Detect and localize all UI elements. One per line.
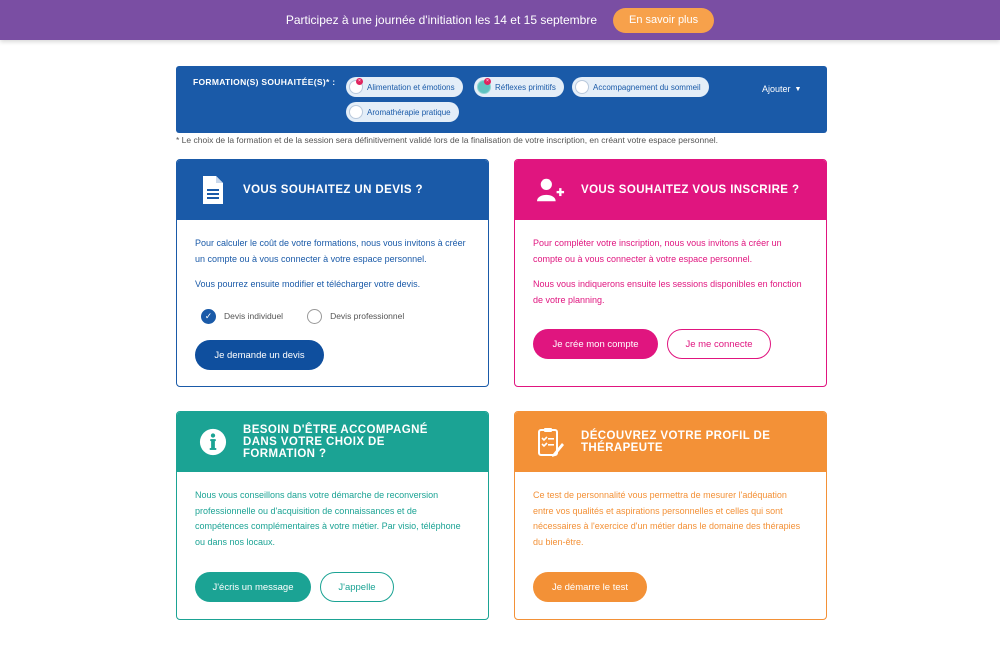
formation-label: FORMATION(S) SOUHAITÉE(S)* : bbox=[193, 77, 336, 87]
profil-text: Ce test de personnalité vous permettra de mesurer l'adéquation entre vos qualités et aspirations personnelles et celles qui sont nécessaires à l'exercice d'un métier dans le domaine des thérapies du bien-être. bbox=[533, 490, 801, 547]
chip-reflexes[interactable] bbox=[474, 77, 564, 97]
demarre-test-button[interactable]: Je démarre le test bbox=[533, 572, 647, 602]
accompagnement-title-line1: BESOIN D'ÊTRE ACCOMPAGNÉ bbox=[243, 424, 428, 436]
chip-label: Alimentation et émotions bbox=[367, 82, 455, 92]
chip-aromatherapie[interactable] bbox=[346, 102, 459, 122]
demande-devis-button[interactable]: Je demande un devis bbox=[195, 340, 324, 370]
devis-text-1: Pour calculer le coût de votre formations, nous vous invitons à créer un compte ou à vous connecter à votre espace personnel. bbox=[195, 238, 466, 264]
chip-sommeil[interactable] bbox=[572, 77, 709, 97]
banner-text: Participez à une journée d'initiation les 14 et 15 septembre bbox=[285, 13, 598, 27]
appelle-button[interactable]: J'appelle bbox=[320, 572, 394, 602]
inscrire-title: VOUS SOUHAITEZ VOUS INSCRIRE ? bbox=[581, 184, 800, 196]
radio-label: Devis professionnel bbox=[330, 310, 405, 321]
accompagnement-card-header bbox=[177, 412, 488, 472]
top-banner bbox=[0, 0, 1000, 40]
inscrire-card-header bbox=[515, 160, 826, 220]
profil-title-line1: DÉCOUVREZ VOTRE PROFIL DE bbox=[581, 430, 771, 442]
profil-title-line2: THÉRAPEUTE bbox=[581, 442, 663, 454]
remove-icon[interactable]: × bbox=[356, 78, 363, 85]
profil-card bbox=[514, 411, 827, 620]
ecris-message-button[interactable]: J'écris un message bbox=[195, 572, 311, 602]
inscrire-text-2: Nous vous indiquerons ensuite les sessions disponibles en fonction de votre planning. bbox=[533, 279, 802, 305]
profil-title bbox=[581, 430, 770, 454]
formation-icon bbox=[349, 80, 363, 94]
chip-label: Réflexes primitifs bbox=[495, 82, 556, 92]
devis-card bbox=[176, 159, 489, 387]
radio-circle-icon bbox=[307, 309, 322, 324]
chip-label: Accompagnement du sommeil bbox=[593, 82, 701, 92]
formation-icon bbox=[477, 80, 491, 94]
formation-selector bbox=[176, 66, 827, 133]
accompagnement-card bbox=[176, 411, 489, 620]
add-user-icon bbox=[537, 174, 565, 206]
profil-card-header bbox=[515, 412, 826, 472]
document-icon bbox=[199, 174, 227, 206]
checklist-icon bbox=[537, 426, 565, 458]
accompagnement-text: Nous vous conseillons dans votre démarche de reconversion professionnelle ou d'acquisition de connaissances et de compétences complémentaires à votre métier. Par visio, téléphone ou dans nos locaux. bbox=[195, 490, 461, 547]
radio-devis-individuel[interactable] bbox=[201, 309, 283, 325]
devis-text-2: Vous pourrez ensuite modifier et télécharger votre devis. bbox=[195, 279, 421, 289]
chip-alimentation[interactable] bbox=[346, 77, 463, 97]
radio-label: Devis individuel bbox=[224, 310, 284, 321]
formation-note: * Le choix de la formation et de la session sera définitivement validé lors de la finalisation de votre inscription, en créant votre espace personnel. bbox=[176, 135, 718, 145]
formation-icon bbox=[575, 80, 589, 94]
info-icon bbox=[199, 426, 227, 458]
accompagnement-title-line3: FORMATION ? bbox=[243, 448, 327, 460]
ajouter-label: Ajouter bbox=[762, 84, 791, 94]
inscrire-card bbox=[514, 159, 827, 387]
accompagnement-title-line2: DANS VOTRE CHOIX DE bbox=[243, 436, 385, 448]
en-savoir-plus-button[interactable]: En savoir plus bbox=[613, 8, 714, 33]
remove-icon[interactable]: × bbox=[484, 78, 491, 85]
inscrire-text-1: Pour compléter votre inscription, nous vous invitons à créer un compte ou à vous connecter à votre espace personnel. bbox=[533, 238, 782, 264]
check-icon: ✓ bbox=[201, 309, 216, 324]
accompagnement-title bbox=[243, 424, 428, 460]
ajouter-dropdown[interactable] bbox=[762, 84, 801, 94]
devis-card-header bbox=[177, 160, 488, 220]
chevron-down-icon: ▼ bbox=[794, 85, 802, 93]
connecte-button[interactable]: Je me connecte bbox=[667, 329, 771, 359]
devis-title: VOUS SOUHAITEZ UN DEVIS ? bbox=[243, 184, 423, 196]
chip-label: Aromathérapie pratique bbox=[367, 107, 451, 117]
formation-icon bbox=[349, 105, 363, 119]
radio-devis-professionnel[interactable] bbox=[307, 309, 404, 325]
cree-compte-button[interactable]: Je crée mon compte bbox=[533, 329, 658, 359]
